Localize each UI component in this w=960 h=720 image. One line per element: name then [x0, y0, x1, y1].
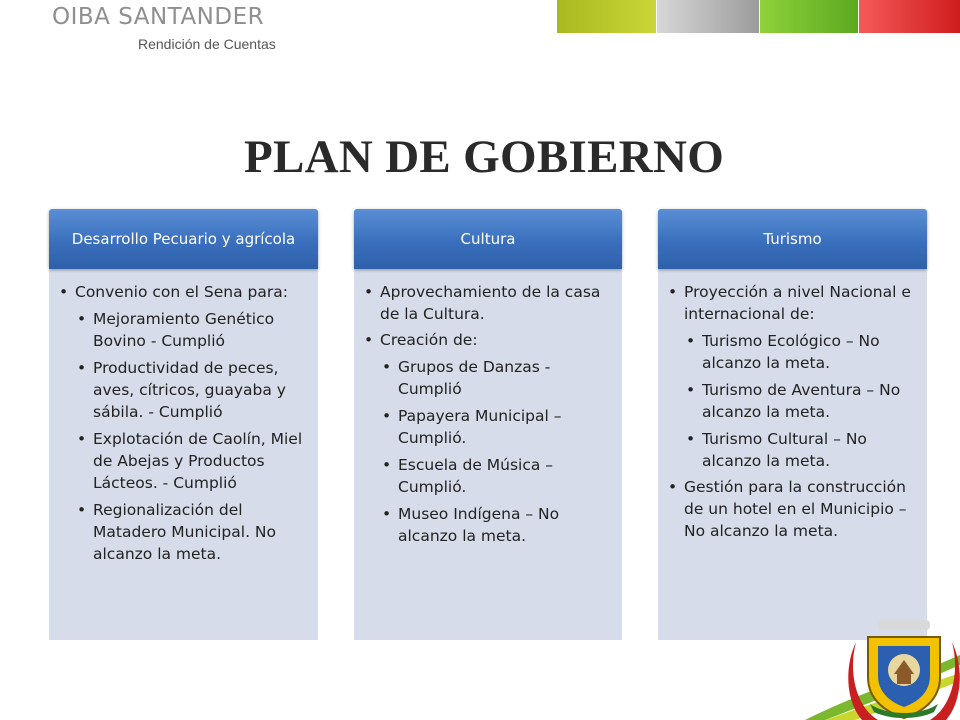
sub-list: [75, 308, 308, 565]
sub-list-item: • Turismo Ecológico – No alcanzo la meta.: [684, 330, 917, 374]
list-item-text: Convenio con el Sena para:: [75, 283, 288, 301]
sub-list-item: • Productividad de peces, aves, cítricos, guayaba y sábila. - Cumplió: [75, 357, 308, 423]
list-item: [668, 476, 917, 542]
sub-list-item: • Museo Indígena – No alcanzo la meta.: [380, 503, 612, 547]
list-item: [668, 281, 917, 472]
list-item: [59, 281, 308, 565]
sub-list-item: • Explotación de Caolín, Miel de Abejas y Productos Lácteos. - Cumplió: [75, 428, 308, 494]
column-turismo: [658, 209, 927, 640]
coat-of-arms-icon: [848, 612, 960, 720]
color-bar-red: [859, 0, 960, 33]
brand-subtitle: Rendición de Cuentas: [138, 36, 276, 52]
brand-title: OIBA SANTANDER: [52, 4, 265, 30]
list-item-text: Creación de:: [380, 331, 478, 349]
list-item: [364, 329, 612, 547]
color-bar-green: [760, 0, 858, 33]
column-desarrollo: [49, 209, 318, 640]
sub-list-item: • Turismo de Aventura – No alcanzo la meta.: [684, 379, 917, 423]
column-header: Turismo: [658, 209, 927, 269]
sub-list-item: • Escuela de Música – Cumplió.: [380, 454, 612, 498]
bullet-list: [364, 281, 612, 551]
sub-list-item: • Turismo Cultural – No alcanzo la meta.: [684, 428, 917, 472]
color-bar-gray: [657, 0, 759, 33]
column-cultura: [354, 209, 622, 640]
sub-list-item: • Grupos de Danzas - Cumplió: [380, 356, 612, 400]
list-item-text: Proyección a nivel Nacional e internacional de:: [684, 283, 911, 323]
column-header: Desarrollo Pecuario y agrícola: [49, 209, 318, 269]
page-title: PLAN DE GOBIERNO: [244, 131, 725, 183]
column-header: Cultura: [354, 209, 622, 269]
sub-list: [684, 330, 917, 472]
bullet-list: [668, 281, 917, 546]
list-item: [364, 281, 612, 325]
list-item-text: Aprovechamiento de la casa de la Cultura.: [380, 283, 601, 323]
color-bar-olive: [557, 0, 656, 33]
bullet-list: [59, 281, 308, 569]
sub-list-item: • Papayera Municipal – Cumplió.: [380, 405, 612, 449]
sub-list: [380, 356, 612, 547]
sub-list-item: • Regionalización del Matadero Municipal. No alcanzo la meta.: [75, 499, 308, 565]
list-item-text: Gestión para la construcción de un hotel en el Municipio – No alcanzo la meta.: [684, 478, 907, 540]
sub-list-item: • Mejoramiento Genético Bovino - Cumplió: [75, 308, 308, 352]
